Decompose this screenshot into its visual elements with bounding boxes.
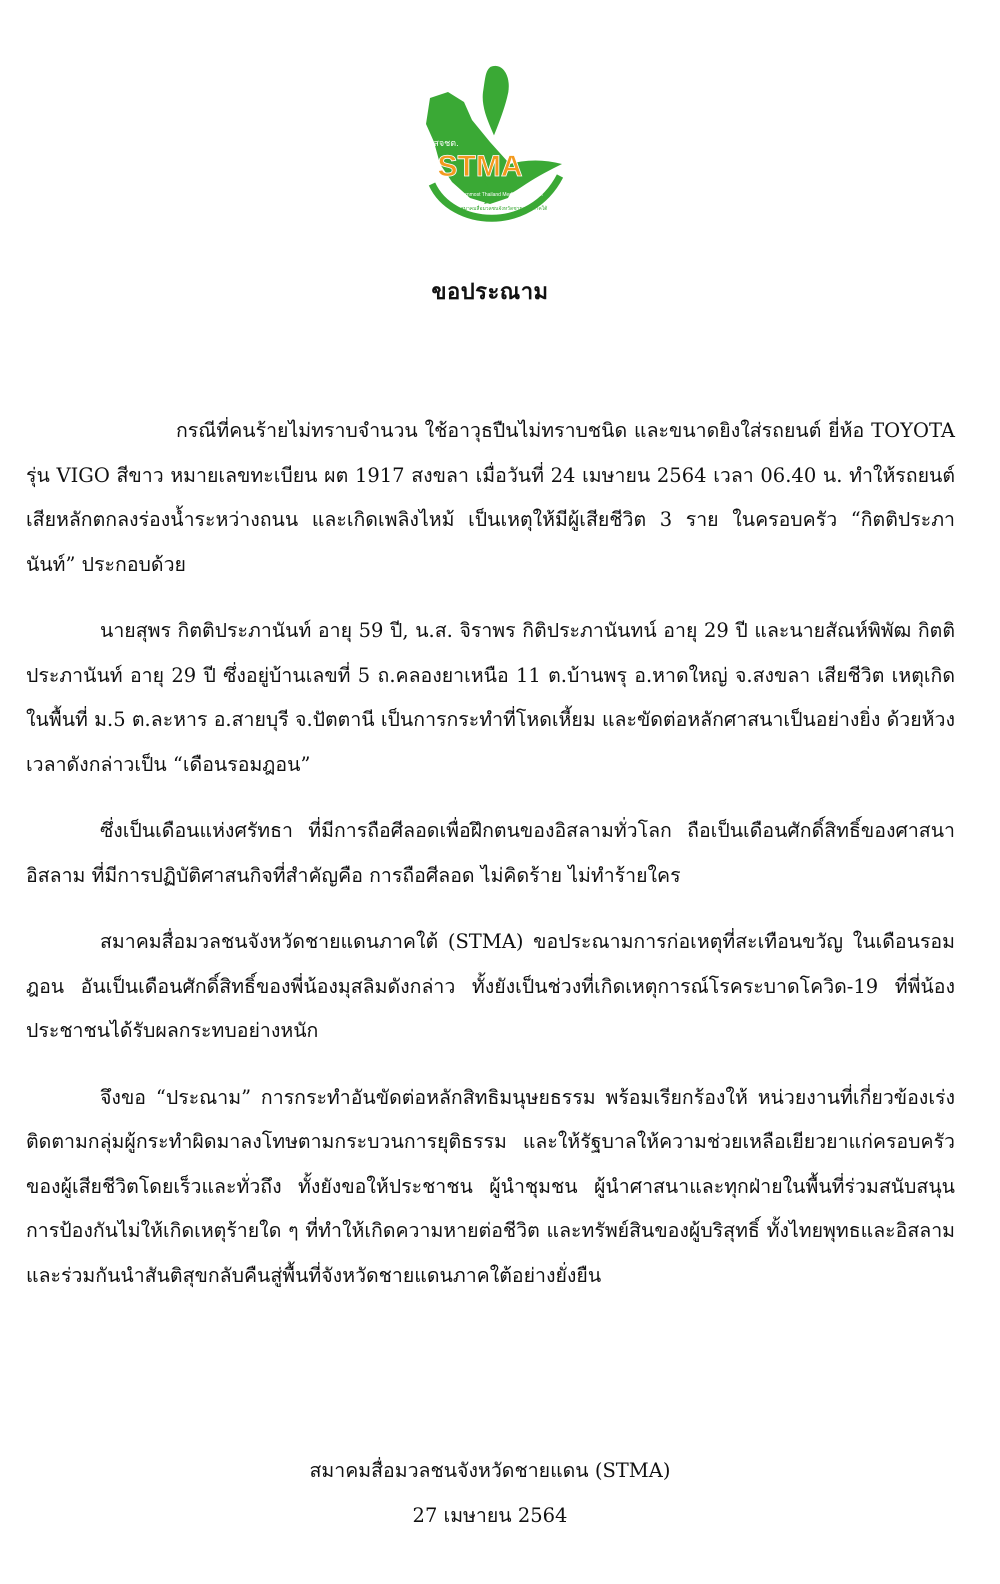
paragraph-demands: จึงขอ “ประณาม” การกระทำอันขัดต่อหลักสิทธิมนุษยธรรม พร้อมเรียกร้องให้ หน่วยงานที่เกี่ยวข้องเร่งติดตามกลุ่มผู้กระทำผิดมาลงโทษตามกระบวนการยุติธรรม และให้รัฐบาลให้ความช่วยเหลือเยียวยาแก่ครอบครัวของผู้เสียชีวิตโดยเร็วและทั่วถึง ทั้งยังขอให้ประชาชน ผู้นำชุมชน ผู้นำศาสนาและทุกฝ่ายในพื้นที่ร่วมสนับสนุนการป้องกันไม่ให้เกิดเหตุร้ายใด ๆ ที่ทำให้เกิดความหายต่อชีวิต และทรัพย์สินของผู้บริสุทธิ์ ทั้งไทยพุทธและอิสลาม และร่วมกันนำสันติสุขกลับคืนสู่พื้นที่จังหวัดชายแดนภาคใต้อย่างยั่งยืน — [26, 1085, 955, 1287]
paragraph-ramadan: ซึ่งเป็นเดือนแห่งศรัทธา ที่มีการถือศีลอดเพื่อฝึกตนของอิสลามทั่วโลก ถือเป็นเดือนศักดิ์สิทธิ์ของศาสนาอิสลาม ที่มีการปฏิบัติศาสนกิจที่สำคัญคือ การถือศีลอด ไม่คิดร้าย ไม่ทำร้ายใคร — [26, 819, 955, 887]
signature-organization: สมาคมสื่อมวลชนจังหวัดชายแดน (STMA) — [309, 1459, 671, 1482]
signature-date: 27 เมษายน 2564 — [412, 1504, 568, 1527]
paragraph-condemnation: สมาคมสื่อมวลชนจังหวัดชายแดนภาคใต้ (STMA) ขอประณามการก่อเหตุที่สะเทือนขวัญ ในเดือนรอมฎอน อันเป็นเดือนศักดิ์สิทธิ์ของพี่น้องมุสลิมดังกล่าว ทั้งยังเป็นช่วงที่เกิดเหตุการณ์โรคระบาดโควิด-19 ที่พี่น้องประชาชนได้รับผลกระทบอย่างหนัก — [26, 930, 955, 1042]
paragraph-incident: กรณีที่คนร้ายไม่ทราบจำนวน ใช้อาวุธปืนไม่ทราบชนิด และขนาดยิงใส่รถยนต์ ยี่ห้อ TOYOTA รุ่น VIGO สีขาว หมายเลขทะเบียน ผต 1917 สงขลา เมื่อวันที่ 24 เมษายน 2564 เวลา 06.40 น. ทำให้รถยนต์เสียหลักตกลงร่องน้ำระหว่างถนน และเกิดเพลิงไหม้ เป็นเหตุให้มีผู้เสียชีวิต 3 ราย ในครอบครัว “กิตติประภานันท์” ประกอบด้วย — [26, 419, 955, 576]
logo-english-name: Southernmost Thailand Media Association — [449, 192, 543, 198]
paragraph-victims: นายสุพร กิตติประภานันท์ อายุ 59 ปี, น.ส. จิราพร กิติประภานันทน์ อายุ 29 ปี และนายสัณห์พิพัฒ กิตติประภานันท์ อายุ 29 ปี ซึ่งอยู่บ้านเลขที่ 5 ถ.คลองยาเหนือ 11 ต.บ้านพรุ อ.หาดใหญ่ จ.สงขลา เสียชีวิต เหตุเกิดในพื้นที่ ม.5 ต.ละหาร อ.สายบุรี จ.ปัตตานี เป็นการกระทำที่โหดเหี้ยม และขัดต่อหลักศาสนาเป็นอย่างยิ่ง ด้วยห้วงเวลาดังกล่าวเป็น “เดือนรอมฎอน” — [26, 619, 955, 776]
document-title: ขอประณาม — [431, 279, 549, 305]
logo-abbrev: STMA — [437, 150, 523, 183]
logo-thai-abbrev: สจชต. — [433, 138, 459, 148]
logo-thai-name: สมาคมสื่อมวลชนจังหวัดชายแดนภาคใต้ — [460, 206, 548, 212]
stma-logo — [412, 58, 572, 238]
document-body — [26, 409, 955, 1298]
stma-logo-graphic — [412, 58, 572, 238]
